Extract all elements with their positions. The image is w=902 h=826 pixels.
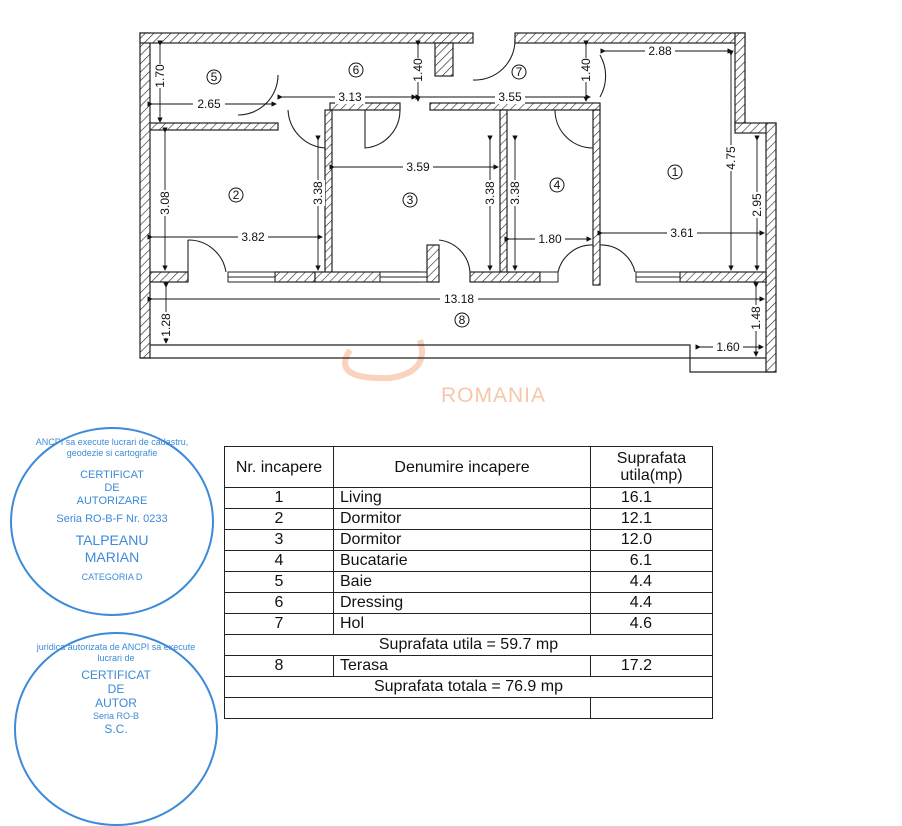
stamp-ring-text: juridica autorizata de ANCPI sa execute lucrari de bbox=[36, 642, 196, 663]
room-label-6: 6 bbox=[352, 63, 360, 77]
cell-name: Hol bbox=[334, 614, 591, 635]
stamp-line: AUTOR bbox=[95, 696, 137, 711]
cell-name: Terasa bbox=[334, 656, 591, 677]
cell-area: 4.4 bbox=[591, 572, 713, 593]
total-row bbox=[225, 677, 713, 698]
subtotal-row bbox=[225, 635, 713, 656]
table-row bbox=[225, 488, 713, 509]
dim-3-38-room4: 3.38 bbox=[508, 181, 522, 205]
dim-1-70: 1.70 bbox=[153, 64, 167, 88]
dim-13-18: 13.18 bbox=[443, 292, 475, 306]
dim-3-38-room2: 3.38 bbox=[311, 181, 325, 205]
cell-name: Baie bbox=[334, 572, 591, 593]
stamp-line: DE bbox=[104, 481, 120, 494]
watermark-text: ROMANIA bbox=[441, 384, 547, 407]
dim-1-40-left: 1.40 bbox=[411, 58, 425, 82]
room-label-1: 1 bbox=[671, 165, 679, 179]
empty-cell bbox=[225, 698, 591, 719]
dim-2-88: 2.88 bbox=[648, 44, 672, 58]
dim-3-59: 3.59 bbox=[406, 160, 430, 174]
cell-nr: 7 bbox=[225, 614, 334, 635]
dim-2-65: 2.65 bbox=[197, 97, 221, 111]
cell-name: Living bbox=[334, 488, 591, 509]
dim-1-28: 1.28 bbox=[159, 313, 173, 337]
empty-cell bbox=[591, 698, 713, 719]
table-header bbox=[225, 447, 713, 488]
cell-name: Dormitor bbox=[334, 509, 591, 530]
dim-1-60: 1.60 bbox=[716, 340, 740, 354]
total-text: Suprafata totala = 76.9 mp bbox=[225, 677, 713, 698]
cell-nr: 1 bbox=[225, 488, 334, 509]
cell-area: 16.1 bbox=[591, 488, 713, 509]
header-area: Suprafata utila(mp) bbox=[591, 447, 713, 488]
stamp-category: CATEGORIA D bbox=[81, 571, 143, 582]
cell-area: 12.0 bbox=[591, 530, 713, 551]
stamp-ring-text: ANCPI sa execute lucrari de cadastru, geodezie si cartografie bbox=[35, 437, 189, 458]
cell-area: 4.4 bbox=[591, 593, 713, 614]
stamp-line: DE bbox=[107, 681, 125, 696]
dim-4-75: 4.75 bbox=[724, 146, 738, 170]
cell-area: 17.2 bbox=[591, 656, 713, 677]
cell-name: Dressing bbox=[334, 593, 591, 614]
stamp-series: Seria RO-B bbox=[92, 710, 139, 721]
table-row bbox=[225, 593, 713, 614]
table-row bbox=[225, 509, 713, 530]
cell-nr: 2 bbox=[225, 509, 334, 530]
authorization-stamp bbox=[10, 427, 214, 616]
stamp-series: Seria RO-B-F Nr. 0233 bbox=[56, 513, 168, 526]
cell-name: Dormitor bbox=[334, 530, 591, 551]
table-row bbox=[225, 530, 713, 551]
stamp-name: MARIAN bbox=[84, 549, 140, 566]
watermark-logo bbox=[345, 340, 422, 378]
room-label-4: 4 bbox=[553, 178, 561, 192]
cell-nr: 5 bbox=[225, 572, 334, 593]
cell-nr: 6 bbox=[225, 593, 334, 614]
dim-3-82: 3.82 bbox=[241, 230, 265, 244]
terrace-outline bbox=[140, 345, 776, 372]
table-row bbox=[225, 656, 713, 677]
room-label-7: 7 bbox=[515, 65, 523, 79]
header-name: Denumire incapere bbox=[334, 447, 591, 488]
subtotal-text: Suprafata utila = 59.7 mp bbox=[225, 635, 713, 656]
empty-row bbox=[225, 698, 713, 719]
stamp-company: S.C. bbox=[104, 721, 128, 736]
stamp-line: CERTIFICAT bbox=[81, 667, 151, 682]
table-row bbox=[225, 614, 713, 635]
dim-3-61: 3.61 bbox=[670, 226, 694, 240]
stamp-line: AUTORIZARE bbox=[76, 494, 148, 507]
dim-1-48: 1.48 bbox=[749, 306, 763, 330]
cell-area: 6.1 bbox=[591, 551, 713, 572]
cell-area: 12.1 bbox=[591, 509, 713, 530]
cell-nr: 3 bbox=[225, 530, 334, 551]
dim-1-40-right: 1.40 bbox=[579, 58, 593, 82]
room-label-2: 2 bbox=[232, 188, 240, 202]
cell-nr: 8 bbox=[225, 656, 334, 677]
dim-3-38-room3: 3.38 bbox=[483, 181, 497, 205]
room-label-8: 8 bbox=[458, 313, 466, 327]
cell-nr: 4 bbox=[225, 551, 334, 572]
cell-name: Bucatarie bbox=[334, 551, 591, 572]
dimension-lines bbox=[152, 45, 764, 356]
table-row bbox=[225, 572, 713, 593]
cell-area: 4.6 bbox=[591, 614, 713, 635]
dim-3-08: 3.08 bbox=[158, 191, 172, 215]
dim-1-80: 1.80 bbox=[538, 232, 562, 246]
stamp-name: TALPEANU bbox=[75, 532, 149, 549]
dim-3-55: 3.55 bbox=[498, 90, 522, 104]
room-area-table bbox=[224, 446, 713, 719]
room-label-5: 5 bbox=[210, 70, 218, 84]
room-label-3: 3 bbox=[406, 193, 414, 207]
table-row bbox=[225, 551, 713, 572]
stamp-line: CERTIFICAT bbox=[80, 468, 144, 481]
header-nr: Nr. incapere bbox=[225, 447, 334, 488]
company-stamp bbox=[14, 632, 218, 826]
dim-3-13: 3.13 bbox=[338, 90, 362, 104]
dim-2-95: 2.95 bbox=[750, 193, 764, 217]
